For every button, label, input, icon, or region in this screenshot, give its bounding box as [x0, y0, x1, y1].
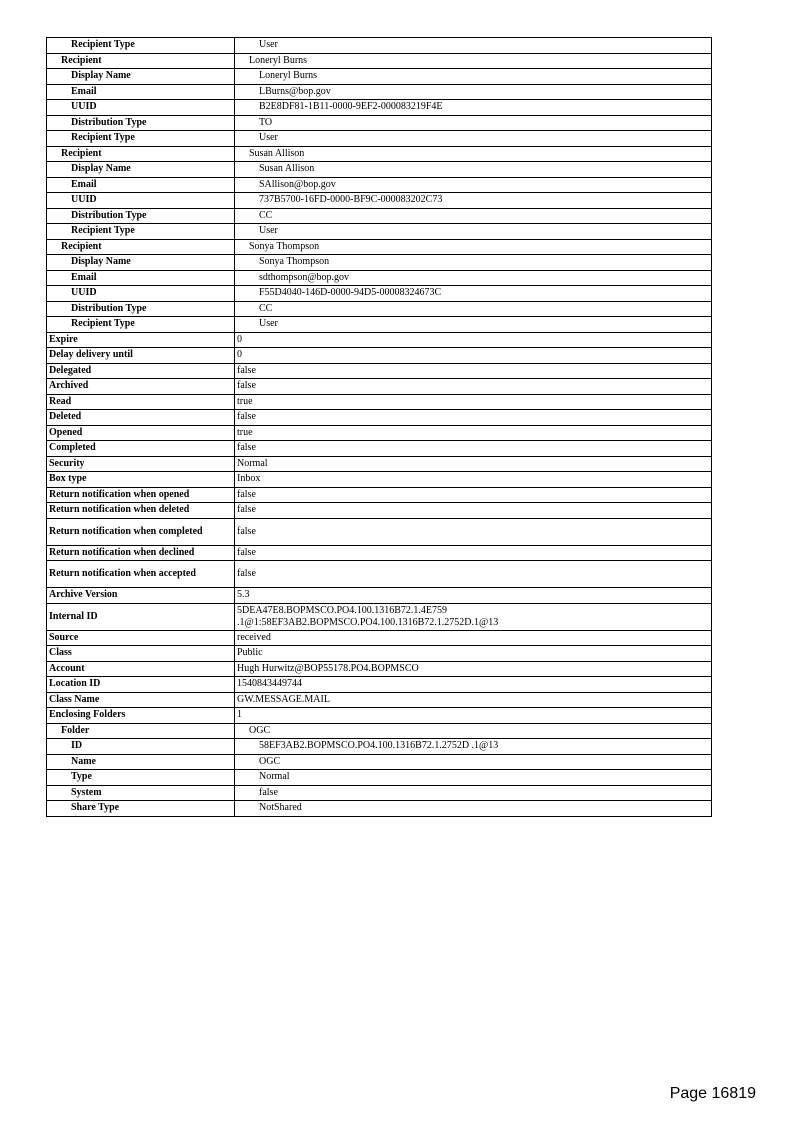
property-key: Return notification when accepted — [47, 561, 235, 588]
property-key: Recipient — [47, 146, 235, 162]
property-key: Email — [47, 177, 235, 193]
property-value: User — [235, 317, 712, 333]
property-row — [47, 379, 712, 395]
property-value: false — [235, 487, 712, 503]
property-row — [47, 53, 712, 69]
property-key: Internal ID — [47, 603, 235, 630]
property-row — [47, 100, 712, 116]
property-key: Recipient Type — [47, 38, 235, 54]
property-value: TO — [235, 115, 712, 131]
property-row — [47, 456, 712, 472]
property-key: Type — [47, 770, 235, 786]
property-row — [47, 503, 712, 519]
property-value: OGC — [235, 754, 712, 770]
property-key: Location ID — [47, 677, 235, 693]
property-row — [47, 115, 712, 131]
property-row — [47, 472, 712, 488]
property-value: false — [235, 410, 712, 426]
property-row — [47, 301, 712, 317]
property-key: ID — [47, 739, 235, 755]
property-value: Inbox — [235, 472, 712, 488]
property-value: false — [235, 441, 712, 457]
property-value: SAllison@bop.gov — [235, 177, 712, 193]
property-key: Opened — [47, 425, 235, 441]
property-row — [47, 146, 712, 162]
property-value: Sonya Thompson — [235, 239, 712, 255]
property-row — [47, 770, 712, 786]
property-value: Susan Allison — [235, 146, 712, 162]
property-key: Distribution Type — [47, 115, 235, 131]
property-row — [47, 661, 712, 677]
property-row — [47, 801, 712, 817]
property-key: Delay delivery until — [47, 348, 235, 364]
property-row — [47, 561, 712, 588]
property-key: Source — [47, 630, 235, 646]
property-key: Deleted — [47, 410, 235, 426]
property-key: Recipient — [47, 239, 235, 255]
property-key: Display Name — [47, 162, 235, 178]
page-number: Page 16819 — [669, 1085, 756, 1102]
properties-table — [46, 37, 712, 817]
property-row — [47, 162, 712, 178]
property-row — [47, 785, 712, 801]
property-value: false — [235, 545, 712, 561]
properties-table-body — [47, 38, 712, 817]
property-key: Folder — [47, 723, 235, 739]
property-key: Share Type — [47, 801, 235, 817]
property-key: Class — [47, 646, 235, 662]
property-value: Sonya Thompson — [235, 255, 712, 271]
property-value: false — [235, 503, 712, 519]
property-row — [47, 545, 712, 561]
property-key: Display Name — [47, 255, 235, 271]
property-key: Distribution Type — [47, 301, 235, 317]
property-value: User — [235, 38, 712, 54]
property-value: received — [235, 630, 712, 646]
property-key: System — [47, 785, 235, 801]
property-value: Public — [235, 646, 712, 662]
property-key: Display Name — [47, 69, 235, 85]
property-key: Recipient Type — [47, 224, 235, 240]
property-key: Completed — [47, 441, 235, 457]
property-value: 5DEA47E8.BOPMSCO.PO4.100.1316B72.1.4E759 .1@1:58EF3AB2.BOPMSCO.PO4.100.1316B72.1.2752D.1@13 — [235, 603, 712, 630]
property-row — [47, 177, 712, 193]
property-row — [47, 84, 712, 100]
property-value: sdthompson@bop.gov — [235, 270, 712, 286]
property-value: Loneryl Burns — [235, 53, 712, 69]
property-row — [47, 363, 712, 379]
property-row — [47, 754, 712, 770]
property-row — [47, 224, 712, 240]
property-value: 0 — [235, 348, 712, 364]
property-key: Recipient Type — [47, 317, 235, 333]
property-row — [47, 692, 712, 708]
property-key: UUID — [47, 286, 235, 302]
property-value: Loneryl Burns — [235, 69, 712, 85]
property-value: Susan Allison — [235, 162, 712, 178]
property-row — [47, 410, 712, 426]
property-value: CC — [235, 301, 712, 317]
property-value: NotShared — [235, 801, 712, 817]
property-row — [47, 646, 712, 662]
property-value: GW.MESSAGE.MAIL — [235, 692, 712, 708]
property-value: 58EF3AB2.BOPMSCO.PO4.100.1316B72.1.2752D .1@13 — [235, 739, 712, 755]
property-value: false — [235, 785, 712, 801]
property-key: Email — [47, 84, 235, 100]
property-key: Recipient — [47, 53, 235, 69]
property-value: LBurns@bop.gov — [235, 84, 712, 100]
property-key: Return notification when completed — [47, 518, 235, 545]
property-key: Expire — [47, 332, 235, 348]
property-row — [47, 38, 712, 54]
property-value: CC — [235, 208, 712, 224]
property-row — [47, 348, 712, 364]
property-row — [47, 286, 712, 302]
property-key: Account — [47, 661, 235, 677]
property-row — [47, 708, 712, 724]
property-row — [47, 630, 712, 646]
property-key: Distribution Type — [47, 208, 235, 224]
property-value: 737B5700-16FD-0000-BF9C-000083202C73 — [235, 193, 712, 209]
property-row — [47, 739, 712, 755]
property-value: Normal — [235, 456, 712, 472]
property-key: Email — [47, 270, 235, 286]
property-row — [47, 677, 712, 693]
property-row — [47, 518, 712, 545]
property-value: Normal — [235, 770, 712, 786]
property-key: Box type — [47, 472, 235, 488]
property-row — [47, 255, 712, 271]
property-value: 5.3 — [235, 588, 712, 604]
property-row — [47, 69, 712, 85]
property-row — [47, 208, 712, 224]
property-value: false — [235, 561, 712, 588]
property-key: Read — [47, 394, 235, 410]
property-value: F55D4040-146D-0000-94D5-00008324673C — [235, 286, 712, 302]
property-key: Delegated — [47, 363, 235, 379]
property-row — [47, 425, 712, 441]
property-key: Recipient Type — [47, 131, 235, 147]
property-row — [47, 487, 712, 503]
property-key: Archived — [47, 379, 235, 395]
property-key: Return notification when opened — [47, 487, 235, 503]
property-row — [47, 394, 712, 410]
property-value: true — [235, 425, 712, 441]
property-key: Return notification when declined — [47, 545, 235, 561]
property-row — [47, 193, 712, 209]
property-key: Archive Version — [47, 588, 235, 604]
property-row — [47, 239, 712, 255]
property-value: false — [235, 363, 712, 379]
property-value: true — [235, 394, 712, 410]
property-row — [47, 131, 712, 147]
property-value: false — [235, 379, 712, 395]
property-row — [47, 588, 712, 604]
property-row — [47, 270, 712, 286]
property-value: 1540843449744 — [235, 677, 712, 693]
property-value: 1 — [235, 708, 712, 724]
property-value: User — [235, 131, 712, 147]
property-value: OGC — [235, 723, 712, 739]
property-value: false — [235, 518, 712, 545]
property-key: Enclosing Folders — [47, 708, 235, 724]
property-value: Hugh Hurwitz@BOP55178.PO4.BOPMSCO — [235, 661, 712, 677]
property-key: UUID — [47, 100, 235, 116]
property-value: B2E8DF81-1B11-0000-9EF2-000083219F4E — [235, 100, 712, 116]
property-key: Class Name — [47, 692, 235, 708]
property-key: Name — [47, 754, 235, 770]
property-row — [47, 723, 712, 739]
property-key: Return notification when deleted — [47, 503, 235, 519]
property-row — [47, 441, 712, 457]
property-value: 0 — [235, 332, 712, 348]
property-value: User — [235, 224, 712, 240]
property-key: Security — [47, 456, 235, 472]
property-row — [47, 603, 712, 630]
property-row — [47, 332, 712, 348]
property-row — [47, 317, 712, 333]
property-key: UUID — [47, 193, 235, 209]
